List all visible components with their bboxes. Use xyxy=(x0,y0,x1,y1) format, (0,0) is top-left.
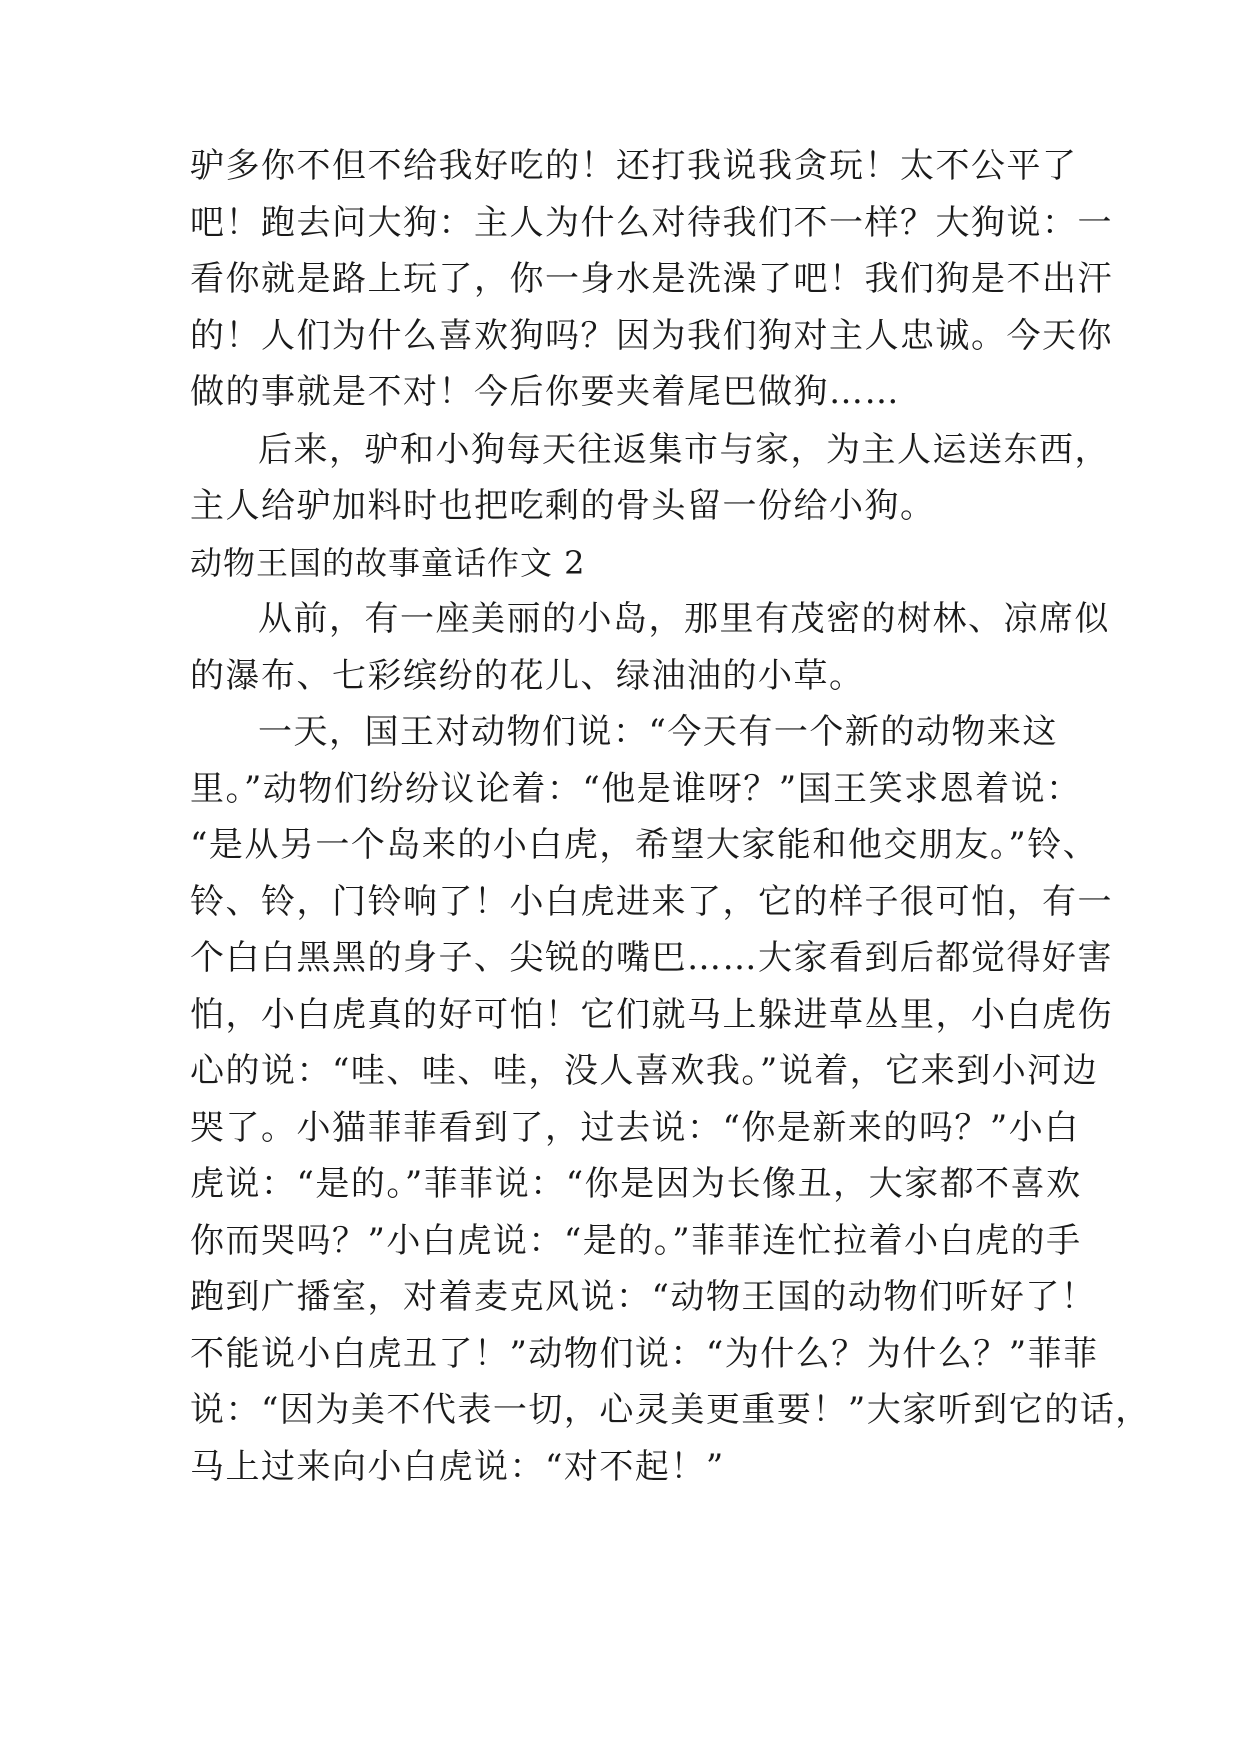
text-line: 怕，小白虎真的好可怕！它们就马上躲进草丛里，小白虎伤 xyxy=(190,995,1113,1035)
text-line: 从前，有一座美丽的小岛，那里有茂密的树林、凉席似 xyxy=(258,599,1110,639)
text-line: 说：“因为美不代表一切，心灵美更重要！”大家听到它的话， xyxy=(190,1390,1151,1430)
text-line: 一天，国王对动物们说：“今天有一个新的动物来这 xyxy=(258,712,1058,752)
text-line: 的！人们为什么喜欢狗吗？因为我们狗对主人忠诚。今天你 xyxy=(190,316,1113,356)
text-line: 做的事就是不对！今后你要夹着尾巴做狗…… xyxy=(190,372,900,412)
text-line: 吧！跑去问大狗：主人为什么对待我们不一样？大狗说：一 xyxy=(190,203,1113,243)
text-line: 哭了。小猫菲菲看到了，过去说：“你是新来的吗？”小白 xyxy=(190,1108,1080,1148)
text-line: 马上过来向小白虎说：“对不起！” xyxy=(190,1447,725,1487)
text-line: 你而哭吗？”小白虎说：“是的。”菲菲连忙拉着小白虎的手 xyxy=(190,1221,1082,1261)
text-line: 跑到广播室，对着麦克风说：“动物王国的动物们听好了！ xyxy=(190,1277,1097,1317)
text-line: 驴多你不但不给我好吃的！还打我说我贪玩！太不公平了 xyxy=(190,146,1078,186)
text-line: 主人给驴加料时也把吃剩的骨头留一份给小狗。 xyxy=(190,486,936,526)
text-line: 后来，驴和小狗每天往返集市与家，为主人运送东西， xyxy=(258,430,1110,470)
text-line: 不能说小白虎丑了！”动物们说：“为什么？为什么？”菲菲 xyxy=(190,1334,1099,1374)
text-line: 虎说：“是的。”菲菲说：“你是因为长像丑，大家都不喜欢 xyxy=(190,1164,1082,1204)
text-line: 看你就是路上玩了，你一身水是洗澡了吧！我们狗是不出汗 xyxy=(190,259,1113,299)
text-line: 个白白黑黑的身子、尖锐的嘴巴……大家看到后都觉得好害 xyxy=(190,938,1113,978)
text-line: “是从另一个岛来的小白虎，希望大家能和他交朋友。”铃、 xyxy=(190,825,1099,865)
text-line: 铃、铃，门铃响了！小白虎进来了，它的样子很可怕，有一 xyxy=(190,882,1113,922)
text-line: 的瀑布、七彩缤纷的花儿、绿油油的小草。 xyxy=(190,656,865,696)
section-heading: 动物王国的故事童话作文 2 xyxy=(190,544,586,582)
text-line: 心的说：“哇、哇、哇，没人喜欢我。”说着，它来到小河边 xyxy=(190,1051,1099,1091)
text-line: 里。”动物们纷纷议论着：“他是谁呀？”国王笑求恩着说： xyxy=(190,769,1082,809)
